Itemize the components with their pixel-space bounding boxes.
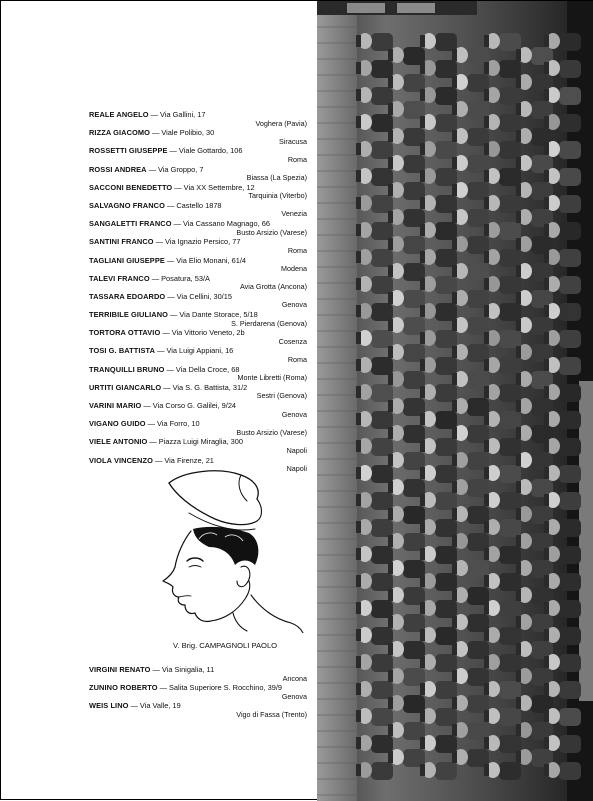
member-name: TALEVI FRANCO [89, 273, 150, 283]
roster-entry-line [89, 183, 255, 192]
member-name: TOSI G. BATTISTA [89, 346, 156, 356]
separator-dash: — [149, 437, 157, 447]
roster-entry-line [89, 237, 241, 246]
roster-entry-line [89, 419, 200, 428]
roster-entry [89, 219, 307, 237]
member-address: Via Dante Storace, 5/18 [179, 310, 258, 320]
member-address: Via Cassano Magnago, 66 [182, 219, 270, 229]
separator-dash: — [170, 310, 178, 320]
roster-entry-line [89, 701, 181, 710]
separator-dash: — [157, 346, 165, 356]
roster-entry [89, 292, 307, 310]
roster-entry-line [89, 292, 232, 301]
roster-entry [89, 256, 307, 274]
member-city: Siracusa [279, 136, 307, 146]
member-address: Posatura, 53/A [161, 273, 210, 283]
member-city: Modena [281, 264, 307, 273]
roster-entry [89, 274, 307, 292]
separator-dash: — [148, 164, 156, 174]
roster-entry-line [89, 110, 206, 119]
member-name: VIOLA VINCENZO [89, 455, 153, 465]
roster-entry [89, 683, 307, 701]
separator-dash: — [143, 401, 151, 410]
roster-entry-line [89, 201, 222, 210]
member-address: Via Corso G. Galilei, 9/24 [152, 401, 237, 410]
member-address: Via XX Settembre, 12 [183, 182, 255, 192]
member-address: Via Gallini, 17 [160, 110, 206, 119]
member-city: Avia Grotta (Ancona) [240, 282, 307, 292]
roster-entry [89, 183, 307, 201]
member-address: Via Vittorio Veneto, 2b [171, 328, 245, 338]
roster-entry [89, 310, 307, 328]
separator-dash: — [147, 419, 156, 429]
member-address: Salita Superiore S. Rocchino, 39/9 [169, 683, 282, 693]
member-city: Genova [281, 409, 307, 419]
member-address: Via Elio Monani, 61/4 [176, 255, 246, 265]
member-name: ROSSI ANDREA [89, 164, 147, 174]
separator-dash: — [169, 146, 177, 156]
roster-entry [89, 437, 307, 455]
member-name: URTITI GIANCARLO [89, 382, 162, 392]
member-address: Viale Gottardo, 106 [178, 146, 243, 156]
member-city: S. Pierdarena (Genova) [231, 318, 307, 328]
roster-list [89, 110, 307, 474]
separator-dash: — [151, 128, 160, 138]
roster-entry-line [89, 437, 243, 446]
roster-list-continued [89, 665, 307, 720]
roster-entry [89, 665, 307, 683]
member-address: Via Firenze, 21 [164, 455, 214, 465]
member-city: Genova [281, 300, 307, 310]
member-name: SANTINI FRANCO [89, 237, 154, 247]
member-name: SALVAGNO FRANCO [89, 200, 165, 210]
member-address: Via Forro, 10 [157, 419, 200, 429]
roster-entry-line [89, 383, 247, 392]
member-city: Genova [281, 691, 307, 701]
roster-entry-line [89, 683, 282, 692]
roster-entry-line [89, 328, 245, 337]
separator-dash: — [150, 110, 159, 119]
member-city: Tarquinia (Viterbo) [248, 191, 307, 201]
member-name: ROSSETTI GIUSEPPE [89, 146, 168, 156]
roster-entry [89, 365, 307, 383]
roster-entry-line [89, 146, 242, 155]
member-city: Venezia [281, 209, 307, 219]
separator-dash: — [151, 273, 160, 283]
member-address: Via Valle, 19 [139, 701, 181, 711]
roster-entry-line [89, 310, 258, 319]
member-city: Roma [287, 354, 307, 364]
member-name: REALE ANGELO [89, 110, 149, 119]
separator-dash: — [166, 200, 175, 210]
member-name: VARINI MARIO [89, 401, 142, 410]
member-city: Vigo di Fassa (Trento) [236, 709, 307, 719]
member-city: Busto Arsizio (Varese) [236, 227, 307, 237]
separator-dash: — [162, 328, 170, 338]
roster-entry-line [89, 219, 270, 228]
roster-entry [89, 201, 307, 219]
roster-entry [89, 237, 307, 255]
separator-dash: — [166, 255, 175, 265]
roster-entry [89, 383, 307, 401]
roster-entry [89, 128, 307, 146]
member-name: TORTORA OTTAVIO [89, 328, 161, 338]
member-name: ZUNINO ROBERTO [89, 683, 158, 693]
roster-entry [89, 146, 307, 164]
member-name: SACCONI BENEDETTO [89, 182, 173, 192]
member-name: TRANQUILLI BRUNO [89, 364, 165, 374]
member-name: TASSARA EDOARDO [89, 291, 166, 301]
member-address: Via S. G. Battista, 31/2 [172, 382, 248, 392]
roster-entry-line [89, 128, 214, 137]
roster-entry-line [89, 665, 214, 674]
roster-entry-line [89, 274, 210, 283]
member-address: Via Della Croce, 68 [175, 364, 240, 374]
member-name: RIZZA GIACOMO [89, 128, 150, 138]
separator-dash: — [163, 382, 171, 392]
roster-entry [89, 110, 307, 128]
member-city: Cosenza [278, 336, 307, 346]
separator-dash: — [166, 364, 174, 374]
member-city: Roma [287, 154, 307, 164]
roster-entry [89, 346, 307, 364]
member-address: Castello 1878 [176, 200, 222, 210]
roster-entry-line [89, 401, 236, 410]
group-photograph [317, 1, 593, 801]
roster-entry [89, 401, 307, 419]
member-city: Busto Arsizio (Varese) [236, 427, 307, 437]
member-address: Via Luigi Appiani, 16 [166, 346, 234, 356]
member-city: Sestri (Genova) [256, 391, 307, 401]
separator-dash: — [167, 291, 175, 301]
separator-dash: — [155, 237, 164, 247]
member-name: TAGLIANI GIUSEPPE [89, 255, 165, 265]
member-name: SANGALETTI FRANCO [89, 219, 172, 229]
portrait-caption: V. Brig. CAMPAGNOLI PAOLO [173, 641, 278, 650]
member-city: Roma [287, 245, 307, 255]
member-address: Via Groppo, 7 [157, 164, 204, 174]
member-city: Napoli [286, 464, 307, 474]
member-city: Biassa (La Spezia) [246, 173, 307, 183]
member-city: Voghera (Pavia) [255, 118, 307, 128]
separator-dash: — [130, 701, 138, 711]
roster-entry [89, 419, 307, 437]
separator-dash: — [173, 219, 181, 229]
roster-entry-line [89, 256, 246, 265]
portrait-sketch [129, 463, 304, 633]
member-address: Viale Polibio, 30 [161, 128, 215, 138]
member-city: Napoli [286, 445, 307, 455]
member-name: TERRIBILE GIULIANO [89, 310, 168, 320]
roster-entry [89, 328, 307, 346]
roster-entry-line [89, 365, 239, 374]
member-address: Via Ignazio Persico, 77 [165, 237, 241, 247]
member-name: VIRGINI RENATO [89, 665, 151, 674]
member-city: Monte Libretti (Roma) [237, 373, 307, 383]
member-name: VIGANO GUIDO [89, 419, 146, 429]
roster-entry-line [89, 165, 203, 174]
separator-dash: — [174, 182, 182, 192]
member-address: Via Cellini, 30/15 [176, 291, 232, 301]
separator-dash: — [154, 455, 163, 465]
roster-entry [89, 701, 307, 719]
member-address: Via Sinigalia, 11 [161, 665, 215, 674]
separator-dash: — [159, 683, 167, 693]
roster-entry [89, 165, 307, 183]
member-name: VIELE ANTONIO [89, 437, 148, 447]
member-city: Ancona [282, 673, 307, 683]
member-address: Piazza Luigi Miraglia, 300 [158, 437, 243, 447]
separator-dash: — [152, 665, 160, 674]
member-name: WEIS LINO [89, 701, 129, 711]
roster-entry-line [89, 346, 233, 355]
